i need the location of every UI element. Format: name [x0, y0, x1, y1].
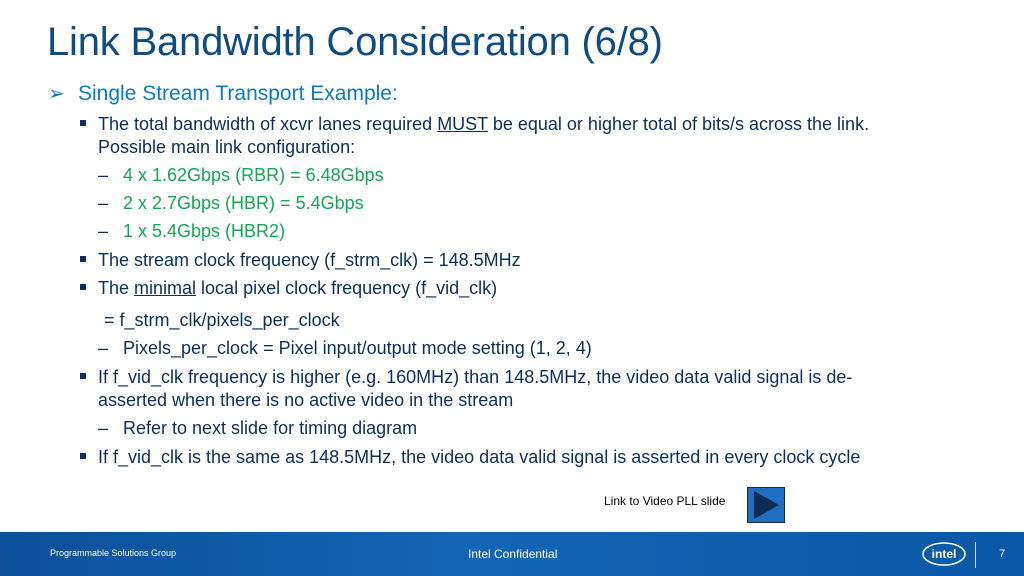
square-bullet-icon [80, 120, 86, 126]
dash-bullet-icon: – [98, 165, 109, 185]
svg-text:intel: intel [931, 547, 957, 561]
intel-logo-icon [921, 540, 967, 573]
footer-confidential: Intel Confidential [468, 547, 558, 561]
square-bullet-icon [80, 373, 86, 379]
play-arrow-icon [748, 488, 784, 522]
square-bullet-icon [80, 284, 86, 290]
page-number: 7 [999, 548, 1006, 560]
video-pll-link-label[interactable]: Link to Video PLL slide [604, 494, 726, 508]
section-heading [48, 81, 398, 106]
config-hbr2: 1 x 5.4Gbps (HBR2) [123, 221, 286, 241]
footer-group: Programmable Solutions Group [50, 548, 177, 558]
timing-diagram-note: Refer to next slide for timing diagram [123, 418, 418, 438]
footer-separator [975, 542, 976, 568]
dash-bullet-icon: – [98, 418, 109, 438]
arrow-bullet-icon: ➢ [48, 83, 65, 105]
bullet-bandwidth-line2: Possible main link configuration: [98, 137, 356, 157]
must-emphasis: MUST [437, 114, 488, 134]
bullet-same-freq: If f_vid_clk is the same as 148.5MHz, the video data valid signal is asserted in every clock cycle [98, 447, 861, 467]
minimal-emphasis: minimal [134, 278, 197, 298]
dash-bullet-icon: – [98, 221, 109, 241]
bullet-pixel-clock: The minimal local pixel clock frequency (f_vid_clk) [98, 278, 498, 298]
config-rbr: 4 x 1.62Gbps (RBR) = 6.48Gbps [123, 165, 384, 185]
pixel-clock-formula: = f_strm_clk/pixels_per_clock [104, 310, 340, 330]
video-pll-link-button[interactable] [747, 487, 785, 523]
bullet-bandwidth: The total bandwidth of xcvr lanes required MUST be equal or higher total of bits/s across the link. [98, 114, 870, 134]
pixels-per-clock-note: Pixels_per_clock = Pixel input/output mode setting (1, 2, 4) [123, 338, 592, 358]
dash-bullet-icon: – [98, 193, 109, 213]
slide-title: Link Bandwidth Consideration (6/8) [47, 20, 663, 64]
bullet-higher-freq-line2: asserted when there is no active video in the stream [98, 390, 514, 410]
dash-bullet-icon: – [98, 338, 109, 358]
config-hbr: 2 x 2.7Gbps (HBR) = 5.4Gbps [123, 193, 364, 213]
square-bullet-icon [80, 256, 86, 262]
square-bullet-icon [80, 453, 86, 459]
section-heading-text: Single Stream Transport Example: [78, 82, 398, 105]
bullet-higher-freq: If f_vid_clk frequency is higher (e.g. 160MHz) than 148.5MHz, the video data valid signal is de- [98, 367, 853, 387]
bullet-stream-clock: The stream clock frequency (f_strm_clk) = 148.5MHz [98, 250, 521, 270]
footer-bar [0, 532, 1024, 576]
